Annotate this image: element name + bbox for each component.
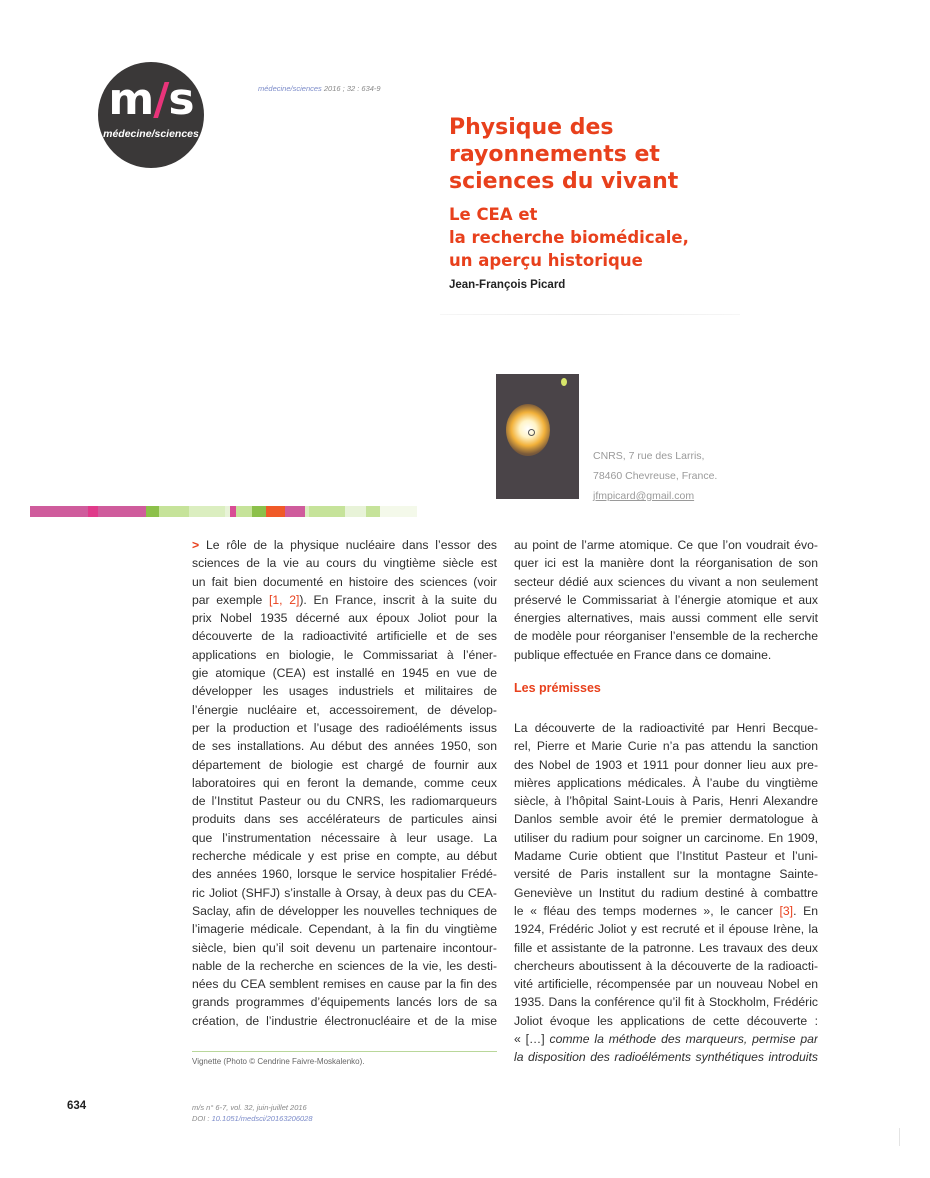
color-bar-segment <box>146 506 159 517</box>
page-number: 634 <box>67 1100 87 1112</box>
color-bar-segment <box>252 506 266 517</box>
article-subtitle <box>449 203 869 272</box>
author-email-link[interactable]: jfmpicard@gmail.com <box>593 490 695 502</box>
text-line: rel, Pierre et Marie Curie n’a pas attendu la sanction <box>514 739 818 754</box>
journal-logo <box>98 62 204 168</box>
footer-citation <box>192 1102 313 1124</box>
doi-link[interactable]: 10.1051/medsci/20163206028 <box>211 1114 313 1123</box>
text-line: versité de Paris installent sur la montagne Sainte- <box>514 867 818 882</box>
text-line: l’énergie nucléaire et, accessoirement, de dévelop- <box>192 702 497 717</box>
photo-ring <box>528 429 535 436</box>
text-line: produits dans ses accélérateurs de particules ainsi <box>192 812 497 827</box>
author-address <box>593 446 717 506</box>
text-line: création, de l’industrie électronucléaire et de la mise <box>192 1013 497 1028</box>
text-line: sciences de la vie au cours du vingtième siècle est <box>192 556 497 571</box>
text-line: gie atomique (CEA) est installé en 1945 en vue de <box>192 666 497 681</box>
text-line: La découverte de la radioactivité par Henri Becque- <box>514 721 818 735</box>
text-line: « […] comme la méthode des marqueurs, permise par <box>514 1032 818 1047</box>
article-title <box>449 114 869 195</box>
text-line: énergies alternatives, mais aussi comment elle servit <box>514 611 818 626</box>
body-column-left <box>192 536 497 1030</box>
color-bar-segment <box>98 506 146 517</box>
text-line: la disposition des radioéléments synthétiques introduits <box>514 1050 818 1065</box>
caption-divider <box>192 1051 497 1052</box>
text-line: préservé le Commissariat à l’énergie atomique et aux <box>514 592 818 607</box>
text-line: l’imagerie médicale. Cependant, à la fin du vingtième <box>192 922 497 937</box>
text-line: 1935. Dans la conférence qu’il fit à Stockholm, Frédéric <box>514 995 818 1010</box>
text-line: Saclay, afin de développer les nouvelles techniques de <box>192 903 497 918</box>
citation-link[interactable]: [1, 2] <box>269 592 300 607</box>
text-line: quer ici est la manière dont la réorganisation de son <box>514 556 818 571</box>
text-line: de ses installations. Au début des années 1950, son <box>192 739 497 754</box>
logo-mark: m/s <box>108 74 194 125</box>
text-line: applications en biologie, le Commissariat à l’éner- <box>192 647 497 662</box>
footer-doi: DOI : 10.1051/medsci/20163206028 <box>192 1114 313 1123</box>
color-bar-segment <box>309 506 345 517</box>
color-bar-segment <box>380 506 417 517</box>
text-line: siècle, à l’hôpital Saint-Louis à Paris, Henri Alexandre <box>514 794 818 809</box>
address-line: 78460 Chevreuse, France. <box>593 470 718 482</box>
text-line: Danlos semble avoir été le premier dermatologue à <box>514 812 818 827</box>
journal-reference: médecine/sciences 2016 ; 32 : 634-9 <box>258 84 381 93</box>
vignette-photo <box>496 374 579 499</box>
footer-issue: m/s n° 6-7, vol. 32, juin-juillet 2016 <box>192 1103 307 1112</box>
text-line: ric Joliot (SHFJ) s’installe à Orsay, à deux pas du CEA- <box>192 885 497 900</box>
author-name: Jean-François Picard <box>449 279 566 291</box>
text-line: un fait bien documenté en histoire des sciences (voir <box>192 574 497 589</box>
citation-link[interactable]: [3] <box>779 903 794 918</box>
text-line: des Nobel de 1903 et 1911 pour donner lieu aux pre- <box>514 757 818 772</box>
color-bar-segment <box>285 506 305 517</box>
text-line: découverte de la radioactivité artificielle et de ses <box>192 629 497 644</box>
text-line: per la production et l’usage des radioéléments issus <box>192 720 497 735</box>
divider <box>899 1128 900 1146</box>
text-line: recherche médicale y est prise en compte, au début <box>192 849 497 864</box>
text-line: grands programmes d’équipements lancés lors de sa <box>192 995 497 1010</box>
color-bar-segment <box>159 506 189 517</box>
color-bar-segment <box>189 506 225 517</box>
text-line: au point de l’arme atomique. Ce que l’on voudrait évo- <box>514 538 818 552</box>
color-bar-segment <box>266 506 285 517</box>
text-line: Geneviève un Institut du radium destiné à combattre <box>514 885 818 900</box>
text-line: secteur dédié aux sciences du vivant a non seulement <box>514 574 818 589</box>
text-line: fille et assistante de la patronne. Les travaux des deux <box>514 940 818 955</box>
text-line: des années 1960, lorsque le service hospitalier Frédé- <box>192 867 497 882</box>
divider <box>440 314 740 315</box>
text-line: utiliser du radium pour soigner un carcinome. En 1909, <box>514 830 818 845</box>
arrow-icon: > <box>192 538 200 552</box>
text-line: prix Nobel 1935 décerné aux époux Joliot pour la <box>192 611 497 626</box>
section-heading: Les prémisses <box>514 681 601 695</box>
subtitle-line: un aperçu historique <box>449 251 643 270</box>
text-line: nable de la recherche en sciences de la vie, les desti- <box>192 958 497 973</box>
color-bar-segment <box>236 506 252 517</box>
text-line: que l’instrumentation nécessaire à leur usage. La <box>192 830 497 845</box>
color-bar-segment <box>30 506 88 517</box>
text-line: Joliot évoque les applications de cette découverte : <box>514 1013 818 1028</box>
text-line: publique effectuée en France dans ce domaine. <box>514 647 772 662</box>
text-line: siècle, bien qu’il soit devenu un partenaire incontour- <box>192 940 497 955</box>
text-line: chercheurs aboutissent à la découverte de la radioacti- <box>514 958 818 973</box>
color-bar-segment <box>366 506 380 517</box>
color-bar-segment <box>345 506 366 517</box>
title-line: rayonnements et <box>449 142 660 167</box>
text-line: 1924, Frédéric Joliot y est recruté et il épouse Irène, la <box>514 922 818 937</box>
text-line: de modèle pour réorganiser l’ensemble de la recherche <box>514 629 818 644</box>
text-line: développer les usages industriels et militaires de <box>192 684 497 699</box>
body-column-right <box>514 536 818 664</box>
text-line: vité artificielle, récompensée par un nouveau Nobel en <box>514 977 818 992</box>
logo-subtitle: médecine/sciences <box>103 128 199 140</box>
text-line: le « fléau des temps modernes », le cancer [3]. En <box>514 903 818 918</box>
text-line: par exemple [1, 2]). En France, inscrit à la suite du <box>192 592 497 607</box>
photo-dot <box>561 378 567 386</box>
body-column-right-continued <box>514 719 818 1067</box>
text-line: laboratoires qui en feront la demande, comme ceux <box>192 775 497 790</box>
subtitle-line: la recherche biomédicale, <box>449 228 689 247</box>
text-line: mières applications médicales. À l’aube du vingtième <box>514 775 818 790</box>
text-line: nées du CEA semblent remises en cause par la fin des <box>192 977 497 992</box>
address-line: CNRS, 7 rue des Larris, <box>593 450 705 462</box>
text-line: de l’Institut Pasteur ou du CNRS, les radiomarqueurs <box>192 794 497 809</box>
text-line: département de biologie est chargé de fournir aux <box>192 757 497 772</box>
subtitle-line: Le CEA et <box>449 205 538 224</box>
decorative-color-bar <box>30 506 417 517</box>
color-bar-segment <box>88 506 98 517</box>
photo-caption: Vignette (Photo © Cendrine Faivre-Moskalenko). <box>192 1057 365 1066</box>
text-line: Madame Curie obtient que l’Institut Pasteur et l’uni- <box>514 849 818 864</box>
text-line: > Le rôle de la physique nucléaire dans l’essor des <box>192 538 497 552</box>
title-line: sciences du vivant <box>449 169 679 194</box>
title-line: Physique des <box>449 115 614 140</box>
